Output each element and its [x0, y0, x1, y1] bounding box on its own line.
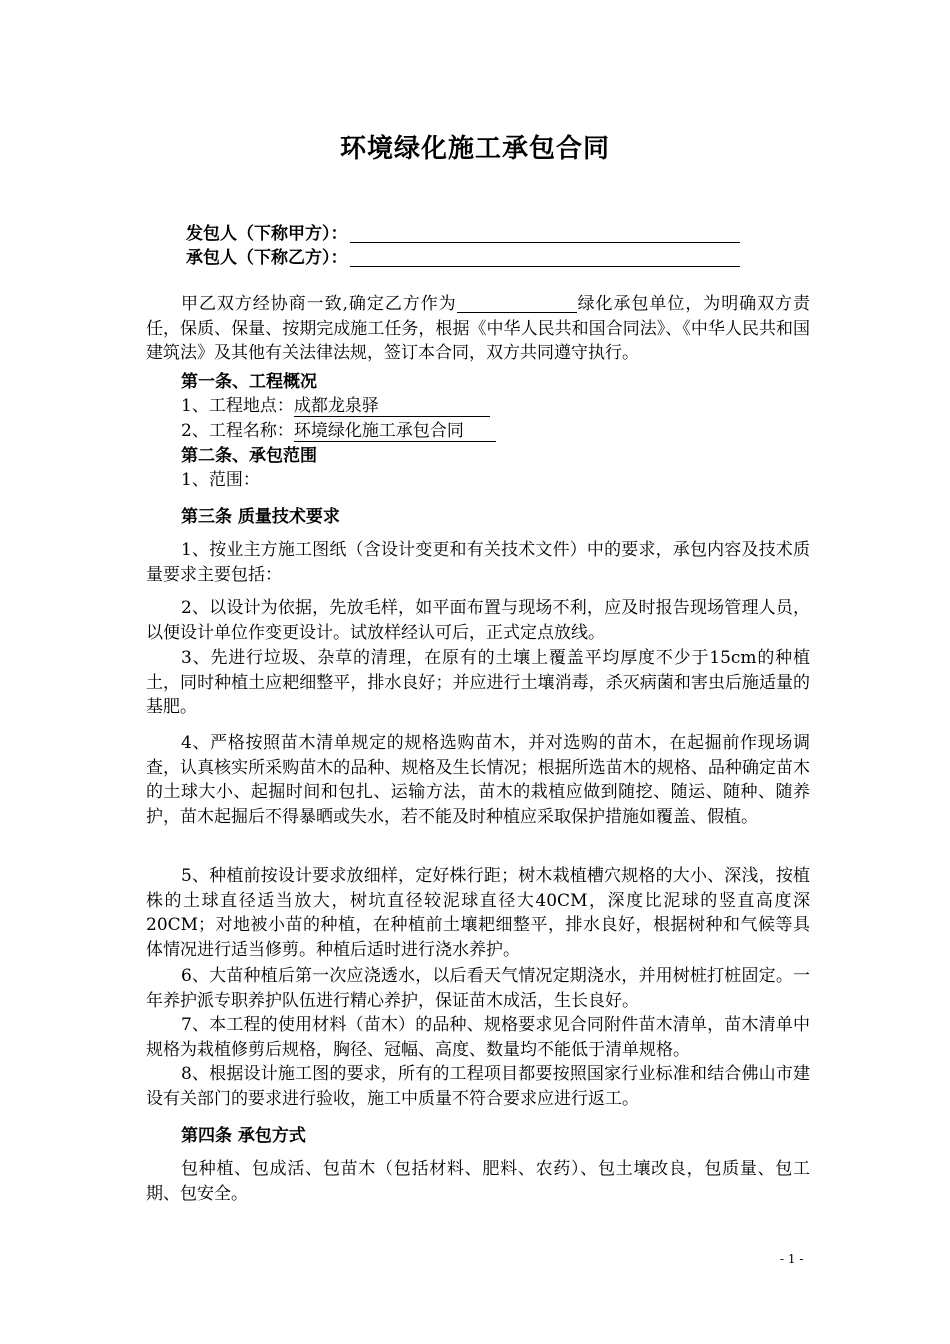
- article3-item-5: 5、种植前按设计要求放细样，定好株行距；树木栽植槽穴规格的大小、深浅，按植株的土球直径适当放大，树坑直径较泥球直径大40CM，深度比泥球的竖直高度深20CM；对地被小苗的种植，在种植前土壤耙细整平，排水良好，根据树种和气候等具体情况进行适当修剪。种植后适时进行浇水养护。: [146, 866, 810, 960]
- article3-heading: 第三条 质量技术要求: [181, 507, 340, 527]
- party-b-blank: [350, 248, 740, 267]
- party-a-label: 发包人（下称甲方）：: [186, 224, 348, 244]
- article1-heading: 第一条、工程概况: [181, 372, 317, 392]
- intro-after-blank: 绿化承包单位，为明确双方责任，保质、保量、按期完成施工任务，根据《中华人民共和国合同法》、《中华人民共和国建筑法》及其他有关法律法规，签订本合同，双方共同遵守执行。: [146, 294, 811, 363]
- article4-text: 包种植、包成活、包苗木（包括材料、肥料、农药）、包土壤改良，包质量、包工期、包安全。: [146, 1159, 810, 1204]
- contract-title: 环境绿化施工承包合同: [339, 134, 610, 164]
- scope-line: 1、范围：: [181, 470, 260, 490]
- project-location: [181, 394, 490, 418]
- article2-heading: 第二条、承包范围: [181, 446, 317, 466]
- article3-item-8: 8、根据设计施工图的要求，所有的工程项目都要按照国家行业标准和结合佛山市建设有关部门的要求进行验收，施工中质量不符合要求应进行返工。: [146, 1064, 810, 1109]
- project-location-label: 1、工程地点：: [181, 396, 294, 416]
- article3-item-2: 2、以设计为依据，先放毛样，如平面布置与现场不利，应及时报告现场管理人员，以便设计单位作变更设计。试放样经认可后，正式定点放线。: [146, 598, 810, 643]
- page-number: - 1 -: [780, 1252, 804, 1266]
- project-name: [181, 419, 496, 443]
- party-b-line: [186, 246, 740, 270]
- article3-item-3: 3、先进行垃圾、杂草的清理，在原有的土壤上覆盖平均厚度不少于15cm的种植土，同时种植土应耙细整平，排水良好；并应进行土壤消毒，杀灭病菌和害虫后施适量的基肥。: [146, 648, 810, 717]
- intro-before-blank: 甲乙双方经协商一致,确定乙方作为: [181, 294, 457, 314]
- article3-item-7: 7、本工程的使用材料（苗木）的品种、规格要求见合同附件苗木清单，苗木清单中规格为栽植修剪后规格，胸径、冠幅、高度、数量均不能低于清单规格。: [146, 1015, 810, 1060]
- article3-item-6: 6、大苗种植后第一次应浇透水，以后看天气情况定期浇水，并用树桩打桩固定。一年养护派专职养护队伍进行精心养护，保证苗木成活，生长良好。: [146, 966, 810, 1011]
- intro-blank: [457, 294, 577, 313]
- party-a-line: [186, 222, 740, 246]
- project-name-label: 2、工程名称：: [181, 421, 294, 441]
- project-location-value: 成都龙泉驿: [294, 396, 490, 417]
- intro-paragraph: [146, 292, 810, 366]
- party-a-blank: [350, 224, 740, 243]
- article4-heading: 第四条 承包方式: [181, 1126, 306, 1146]
- project-name-value: 环境绿化施工承包合同: [294, 421, 496, 442]
- party-b-label: 承包人（下称乙方）：: [186, 248, 348, 268]
- article3-item-4: 4、严格按照苗木清单规定的规格选购苗木，并对选购的苗木，在起掘前作现场调查，认真核实所采购苗木的品种、规格及生长情况；根据所选苗木的规格、品种确定苗木的土球大小、起掘时间和包扎、运输方法，苗木的栽植应做到随挖、随运、随种、随养护，苗木起掘后不得暴晒或失水，若不能及时种植应采取保护措施如覆盖、假植。: [146, 733, 810, 827]
- article3-item-1: 1、按业主方施工图纸（含设计变更和有关技术文件）中的要求，承包内容及技术质量要求主要包括：: [146, 540, 810, 585]
